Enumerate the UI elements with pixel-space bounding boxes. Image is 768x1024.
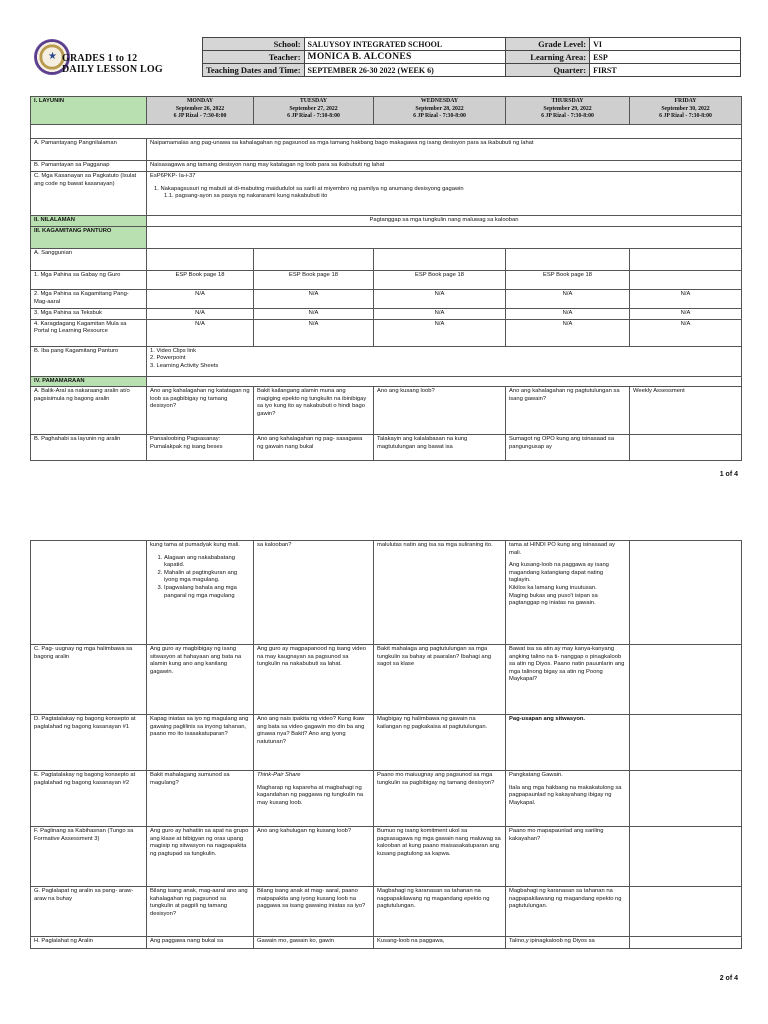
header-meta-table	[202, 37, 741, 77]
e-cell	[506, 771, 630, 827]
row-label: IV. PAMAMARAAN	[31, 376, 147, 387]
cont-wednesday: malulutas natin ang isa sa mga suliraning ito.	[374, 541, 506, 645]
row-label: 1. Mga Pahina sa Gabay ng Guro	[31, 271, 147, 290]
iba-cell	[147, 346, 742, 376]
d-cell: Kapag iniatas sa iyo ng magulang ang gawaing paglilinis sa inyong tahanan, paano mo ito isasakatuparan?	[147, 715, 254, 771]
gabay-cell: ESP Book page 18	[374, 271, 506, 290]
pagganap-text: Naisasagawa ang tamang desisyon nang may katatagan ng loob para sa ikabubuti ng lahat	[147, 161, 742, 172]
paghahabi-cell: Talakayin ang kalalabasan na kung magtutulungan ang bawat isa	[374, 435, 506, 461]
row-label: B. Paghahabi sa layunin ng aralin	[31, 435, 147, 461]
day-time: 6 JP Rizal - 7:30-8:00	[413, 113, 466, 120]
empty-cell	[254, 249, 374, 271]
g-cell: Bilang isang anak at mag- aaral, paano maipapakita ang iyong kusang loob na paggawa sa isang gawaing iniatas sa iyo?	[254, 887, 374, 937]
iba-item: 3. Learning Activity Sheets	[150, 362, 219, 369]
row-label: C. Pag- uugnay ng mga halimbawa sa bagong aralin	[31, 645, 147, 715]
balik-cell: Ano ang kusang loob?	[374, 387, 506, 435]
row-label: F. Paglinang sa Kabihasnan (Tungo sa Formative Assessment 3)	[31, 827, 147, 887]
document-title	[62, 53, 163, 75]
day-name: THURSDAY	[551, 98, 584, 104]
row-label: A. Pamantayang Pangnilalaman	[31, 139, 147, 161]
row-label	[31, 541, 147, 645]
paghahabi-cell: Pansaloobing Pagsasanay: Pumalakpak ng isang beses	[147, 435, 254, 461]
cont-text: Maging bukas ang puso't isipan sa pagtanggap ng iniatas na gawain.	[509, 592, 598, 607]
na-cell: N/A	[630, 290, 742, 309]
e-cell: Bakit mahalagang sumunod sa magulang?	[147, 771, 254, 827]
deped-seal-icon: ★	[34, 39, 70, 75]
c-cell: Bakit mahalaga ang pagtutulungan sa mga tungkulin sa bahay at paaralan? Ibahagi ang sagot sa klase	[374, 645, 506, 715]
row-label: E. Pagtatalakay ng bagong konsepto at paglalahad ng bagong kasanayan #2	[31, 771, 147, 827]
balik-cell: Bakit kailangang alamin muna ang magiging epekto ng tungkulin na ibinibigay sa iyo kung ito ay nakabubuti o hindi bago gawin?	[254, 387, 374, 435]
title-line2: DAILY LESSON LOG	[62, 64, 163, 75]
gabay-cell: ESP Book page 18	[254, 271, 374, 290]
grade-value: VI	[590, 38, 741, 51]
cont-thursday	[506, 541, 630, 645]
empty-cell	[506, 249, 630, 271]
f-cell: Ang guro ay hahatiin sa apat na grupo ang klase at bibigyan ng oras upang magisip ng sitwasyon na nagpapakita ng pagtupad sa tungkulin.	[147, 827, 254, 887]
f-cell: Ano ang kahulugan ng kusang loob?	[254, 827, 374, 887]
page-number: 2 of 4	[719, 975, 738, 982]
day-header-friday	[630, 97, 742, 125]
cont-text: Ang kusang-loob na paggawa ay isang magandang katangiang dapat nating taglayin.	[509, 562, 609, 584]
paghahabi-cell: Ano ang kahalagahan ng pag- sasagawa ng gawain nang bukal	[254, 435, 374, 461]
cont-text: Kikilos ka lamang kung inuutusan.	[509, 584, 597, 591]
dates-value: SEPTEMBER 26-30 2022 (WEEK 6)	[304, 64, 505, 77]
row-label: A. Balik-Aral sa nakaraang aralin at/o pagsisimula ng bagong aralin	[31, 387, 147, 435]
page-number: 1 of 4	[719, 471, 738, 478]
day-name: MONDAY	[186, 98, 214, 104]
cont-monday	[147, 541, 254, 645]
day-header-monday	[147, 97, 254, 125]
cont-friday	[630, 541, 742, 645]
d-cell: Pag-usapan ang sitwasyon.	[506, 715, 630, 771]
e-text: Pangkatang Gawain.	[509, 772, 563, 778]
spacer-row	[31, 125, 742, 139]
kasanayan-item: 1. Nakapagsusuri ng mabuti at di-mabuting maidudulot sa sarili at miyembro ng pamilya ng anumang desisyong gagawin	[154, 185, 464, 192]
empty-cell	[630, 249, 742, 271]
g-cell	[630, 887, 742, 937]
day-time: 6 JP Rizal - 7:30-8:00	[287, 113, 340, 120]
balik-cell: Ano ang kahalagahan ng katatagan ng loob sa pagbibigay ng tamang desisyon?	[147, 387, 254, 435]
paghahabi-cell: Sumagot ng OPO kung ang isinasaad sa pangungusap ay	[506, 435, 630, 461]
e-cell: Paano mo maiuugnay ang pagsunod sa mga tungkulin sa pagbibigay ng tamang desisyon?	[374, 771, 506, 827]
f-cell	[630, 827, 742, 887]
iba-item: 1. Video Clips link	[150, 347, 196, 354]
layunin-heading: I. LAYUNIN	[31, 97, 147, 125]
lesson-log-header	[30, 37, 741, 79]
g-cell: Magbahagi ng karanasan sa tahanan na nagpapakilawang ng magandang epekto ng pagtutulungan.	[506, 887, 630, 937]
cont-text: tama at HINDI PO kung ang isinasaad ay mali.	[509, 542, 616, 556]
h-cell: Talino,y ipinagkaloob ng Diyos sa	[506, 937, 630, 949]
teacher-label: Teacher:	[203, 51, 305, 64]
na-cell: N/A	[506, 319, 630, 346]
title-line1: GRADES 1 to 12	[62, 53, 138, 64]
day-name: WEDNESDAY	[420, 98, 459, 104]
d-cell: Magbigay ng halimbawa ng gawain na kailangan ng pagkakaisa at pagtutulungan.	[374, 715, 506, 771]
e-text: Magharap ng kapareha at magbahagi ng kagandahan ng paggawa ng tungkulin na may kusang loob.	[257, 784, 364, 806]
day-time: 6 JP Rizal - 7:30-8:00	[659, 113, 712, 120]
empty-cell	[147, 376, 742, 387]
e-cell	[254, 771, 374, 827]
list-item: 3. Ipagwalang bahala ang mga pangaral ng mga magulang	[164, 585, 250, 600]
g-cell: Magbahagi ng karanasan sa tahanan na nagpapakilawang ng magandang epekto ng pagtutulungan.	[374, 887, 506, 937]
row-label: G. Paglalapat ng aralin sa pang- araw- araw na buhay	[31, 887, 147, 937]
lesson-table-page2	[30, 540, 741, 949]
empty-cell	[147, 227, 742, 249]
day-name: TUESDAY	[299, 98, 328, 104]
c-cell: Bawat isa sa atin ay may kanya-kanyang angking talino na ti- nanggap o pinagkaloob sa atin ng Diyos. Paano natin pauunlarin ang mga talinong bigay sa atin ng Poong Maykapal?	[506, 645, 630, 715]
c-cell: Ang guro ay magpapanood ng isang video na may kaugnayan sa pagsunod sa tungkulin na nakabubuti sa lahat.	[254, 645, 374, 715]
row-label: C. Mga Kasanayan sa Pagkatuto (Isulat ang code ng bawat kasanayan)	[31, 172, 147, 216]
day-date: September 27, 2022	[289, 105, 338, 112]
na-cell: N/A	[506, 290, 630, 309]
grade-label: Grade Level:	[506, 38, 590, 51]
kasanayan-cell	[147, 172, 742, 216]
school-label: School:	[203, 38, 305, 51]
row-label: B. Iba pang Kagamitang Panturo	[31, 346, 147, 376]
row-label: A. Sanggunian	[31, 249, 147, 271]
na-cell: N/A	[374, 309, 506, 320]
paghahabi-cell	[630, 435, 742, 461]
area-label: Learning Area:	[506, 51, 590, 64]
row-label: 2. Mga Pahina sa Kagamitang Pang- Mag-aaral	[31, 290, 147, 309]
na-cell: N/A	[254, 309, 374, 320]
day-header-thursday	[506, 97, 630, 125]
na-cell: N/A	[254, 319, 374, 346]
day-header-wednesday	[374, 97, 506, 125]
gabay-cell	[630, 271, 742, 290]
kasanayan-code: EsP6PKP- Ia-i-37	[150, 173, 196, 179]
day-time: 6 JP Rizal - 7:30-8:00	[173, 113, 227, 120]
row-label: II. NILALAMAN	[31, 216, 147, 227]
balik-cell: Ano ang kahalagahan ng pagtutulungan sa isang gawain?	[506, 387, 630, 435]
empty-cell	[374, 249, 506, 271]
row-label: D. Pagtatalakay ng bagong konsepto at paglalahad ng bagong kasanayan #1	[31, 715, 147, 771]
na-cell: N/A	[147, 319, 254, 346]
pamantayang-text: Naipamamalas ang pag-unawa sa kahalagahan ng pagsunod sa mga tamang hakbang bago makagawa ng isang desisyon para sa ikabubuti ng lahat	[147, 139, 742, 161]
lesson-table-continued	[30, 540, 742, 949]
balik-cell: Weekly Assessment	[630, 387, 742, 435]
h-cell: Gawain mo, gawain ko, gawin	[254, 937, 374, 949]
na-cell: N/A	[630, 309, 742, 320]
day-header-tuesday	[254, 97, 374, 125]
row-label: H. Paglalahat ng Aralin	[31, 937, 147, 949]
area-value: ESP	[590, 51, 741, 64]
list-item: 2. Mahalin at pagtingkuran ang iyong mga magulang.	[164, 570, 250, 585]
gabay-cell: ESP Book page 18	[506, 271, 630, 290]
f-cell: Paano mo mapapaunlad ang sariling kakayahan?	[506, 827, 630, 887]
h-cell	[630, 937, 742, 949]
g-cell: Bilang isang anak, mag-aaral ano ang kahalagahan ng pagsunod sa tungkulin at pagpili ng tamang desisyon?	[147, 887, 254, 937]
kasanayan-subitem: 1.1. pagsang-ayon sa pasya ng nakararami kung nakabubuti ito	[164, 193, 328, 200]
d-cell: Ano ang nais ipakita ng video? Kung ikaw ang bata sa video gagawin mo din ba ang ginawa nya? Bakit? Ano ang iyong natutunan?	[254, 715, 374, 771]
gabay-cell: ESP Book page 18	[147, 271, 254, 290]
e-cell	[630, 771, 742, 827]
c-cell	[630, 645, 742, 715]
day-date: September 29, 2022	[543, 105, 592, 112]
d-cell	[630, 715, 742, 771]
row-label: 3. Mga Pahina sa Teksbuk	[31, 309, 147, 320]
row-label: III. KAGAMITANG PANTURO	[31, 227, 147, 249]
na-cell: N/A	[147, 309, 254, 320]
na-cell: N/A	[506, 309, 630, 320]
na-cell: N/A	[374, 290, 506, 309]
cont-tuesday: sa kalooban?	[254, 541, 374, 645]
cont-list	[150, 555, 250, 601]
na-cell: N/A	[630, 319, 742, 346]
na-cell: N/A	[254, 290, 374, 309]
day-name: FRIDAY	[674, 98, 697, 104]
day-time: 6 JP Rizal - 7:30-8:00	[541, 113, 594, 120]
na-cell: N/A	[374, 319, 506, 346]
f-cell: Bumuo ng isang komitment ukol sa pagsasagawa ng mga gawain nang maluwag sa kalooban at kung paano maisasakatuparan ang kusang pagtulong sa kapwa.	[374, 827, 506, 887]
think-pair-share-label: Think-Pair Share	[257, 772, 301, 778]
empty-cell	[147, 249, 254, 271]
iba-item: 2. Powerpoint	[150, 355, 186, 362]
quarter-value: FIRST	[590, 64, 741, 77]
day-date: September 26, 2022	[175, 105, 225, 112]
school-value: SALUYSOY INTEGRATED SCHOOL	[304, 38, 505, 51]
teacher-value: MONICA B. ALCONES	[304, 51, 505, 64]
e-text: Itala ang mga hakbang na makakatulong sa pagpapaunlad ng kakayahang ibigay ng Maykapal.	[509, 784, 622, 806]
h-cell: Ang paggawa nang bukal sa	[147, 937, 254, 949]
na-cell: N/A	[147, 290, 254, 309]
list-item: 1. Alagaan ang nakababatang kapatid.	[164, 555, 250, 570]
row-label: 4. Karagdagang Kagamitan Mula sa Portal ng Learning Resource	[31, 319, 147, 346]
row-label: B. Pamantayan sa Pagganap	[31, 161, 147, 172]
lesson-table-page1	[30, 96, 741, 461]
nilalaman-text: Pagtanggap sa mga tungkulin nang maluwag sa kalooban	[147, 216, 742, 227]
cont-text: kung tama at pumadyak kung mali.	[150, 542, 240, 548]
dates-label: Teaching Dates and Time:	[203, 64, 305, 77]
day-date: September 28, 2022	[415, 105, 464, 112]
lesson-table	[30, 96, 742, 461]
h-cell: Kusang-loob na paggawa,	[374, 937, 506, 949]
c-cell: Ang guro ay magbibigay ng isang sitwasyon at hahayaan ang bata na alamin kung ano ang kanilang gagawin.	[147, 645, 254, 715]
day-date: September 30, 2022	[661, 105, 710, 112]
quarter-label: Quarter:	[506, 64, 590, 77]
